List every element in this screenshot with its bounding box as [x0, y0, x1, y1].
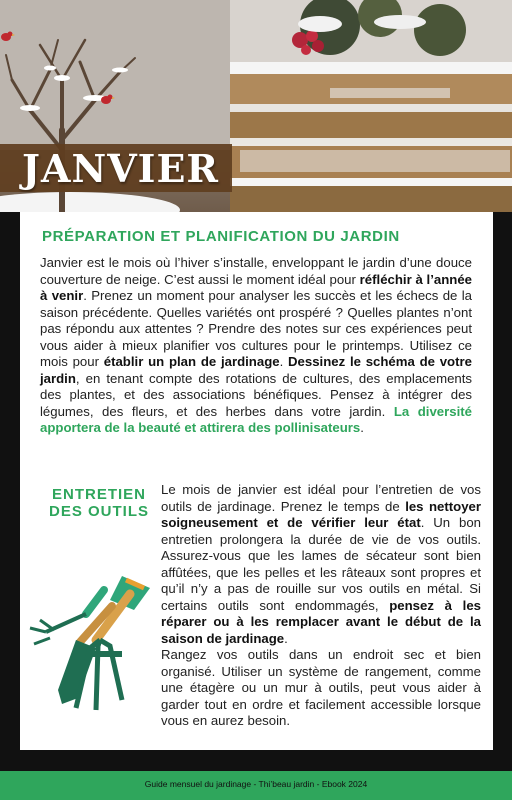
text-run: Rangez vos outils dans un endroit sec et bien organisé. Utiliser un système de rangement, comme une étagère ou un mur à outils, peut vous aider à garder tout en ordre et facilement accessible lorsque vous en aurez besoin. — [161, 647, 481, 728]
text-run: . — [279, 354, 289, 369]
footer-text: Guide mensuel du jardinage - Thi’beau jardin - Ebook 2024 — [144, 779, 368, 789]
text-run: . Un bon entretien prolongera la durée de vie de vos outils. Assurez-vous que les lames de sécateur sont bien affûtées, que les pelles et les râteaux sont propres et qu’il n’y a pas de rouille sur vos outils en métal. Si certains outils sont endommagés, — [161, 515, 481, 613]
tools-paragraph — [161, 482, 481, 730]
bold-phrase: les nettoyer soigneusement et de vérifier leur état — [161, 498, 482, 530]
garden-tools-icon — [26, 570, 158, 720]
text-run: Le mois de janvier est idéal pour l’entretien de vos outils de jardinage. Prenez le temps de — [161, 482, 481, 514]
planning-paragraph — [40, 255, 472, 437]
bold-phrase: Dessinez le schéma de votre jardin — [40, 354, 472, 386]
wooden-crate-icon — [230, 62, 512, 212]
bold-phrase: réfléchir à l’année à venir — [40, 271, 472, 303]
bold-phrase: pensez à les réparer ou à les remplacer avant le début de la saison de jardinage — [161, 597, 481, 646]
heading-line: DES OUTILS — [48, 503, 149, 520]
text-run: . — [360, 420, 364, 435]
month-title: JANVIER — [22, 146, 219, 191]
section-heading-tools — [40, 486, 158, 520]
text-run: , en tenant compte des rotations de cultures, des emplacements des plantes, et des associations bénéfiques. Pensez à intégrer des légumes, des fleurs, et des herbes dans votre jardin. — [40, 370, 472, 419]
highlight-phrase: La diversité apportera de la beauté et attirera des pollinisateurs — [40, 403, 472, 435]
bold-phrase: établir un plan de jardinage — [103, 354, 280, 369]
section-heading-planning: PRÉPARATION ET PLANIFICATION DU JARDIN — [42, 228, 400, 245]
text-run: . — [284, 630, 288, 646]
text-run: . Prenez un moment pour analyser les succès et les échecs de la saison précédente. Quelles variétés ont prospéré ? Quelles plantes n’ont pas répondu aux attentes ? Prendre des notes sur ces expériences peut vous aider à mieux planifier vos cultures pour le printemps. Utilisez ce mois pour — [40, 288, 472, 369]
heading-line: ENTRETIEN — [51, 486, 146, 503]
text-run: Janvier est le mois où l’hiver s’installe, enveloppant le jardin d’une douce couverture de neige. C’est aussi le moment idéal pour — [40, 255, 472, 287]
